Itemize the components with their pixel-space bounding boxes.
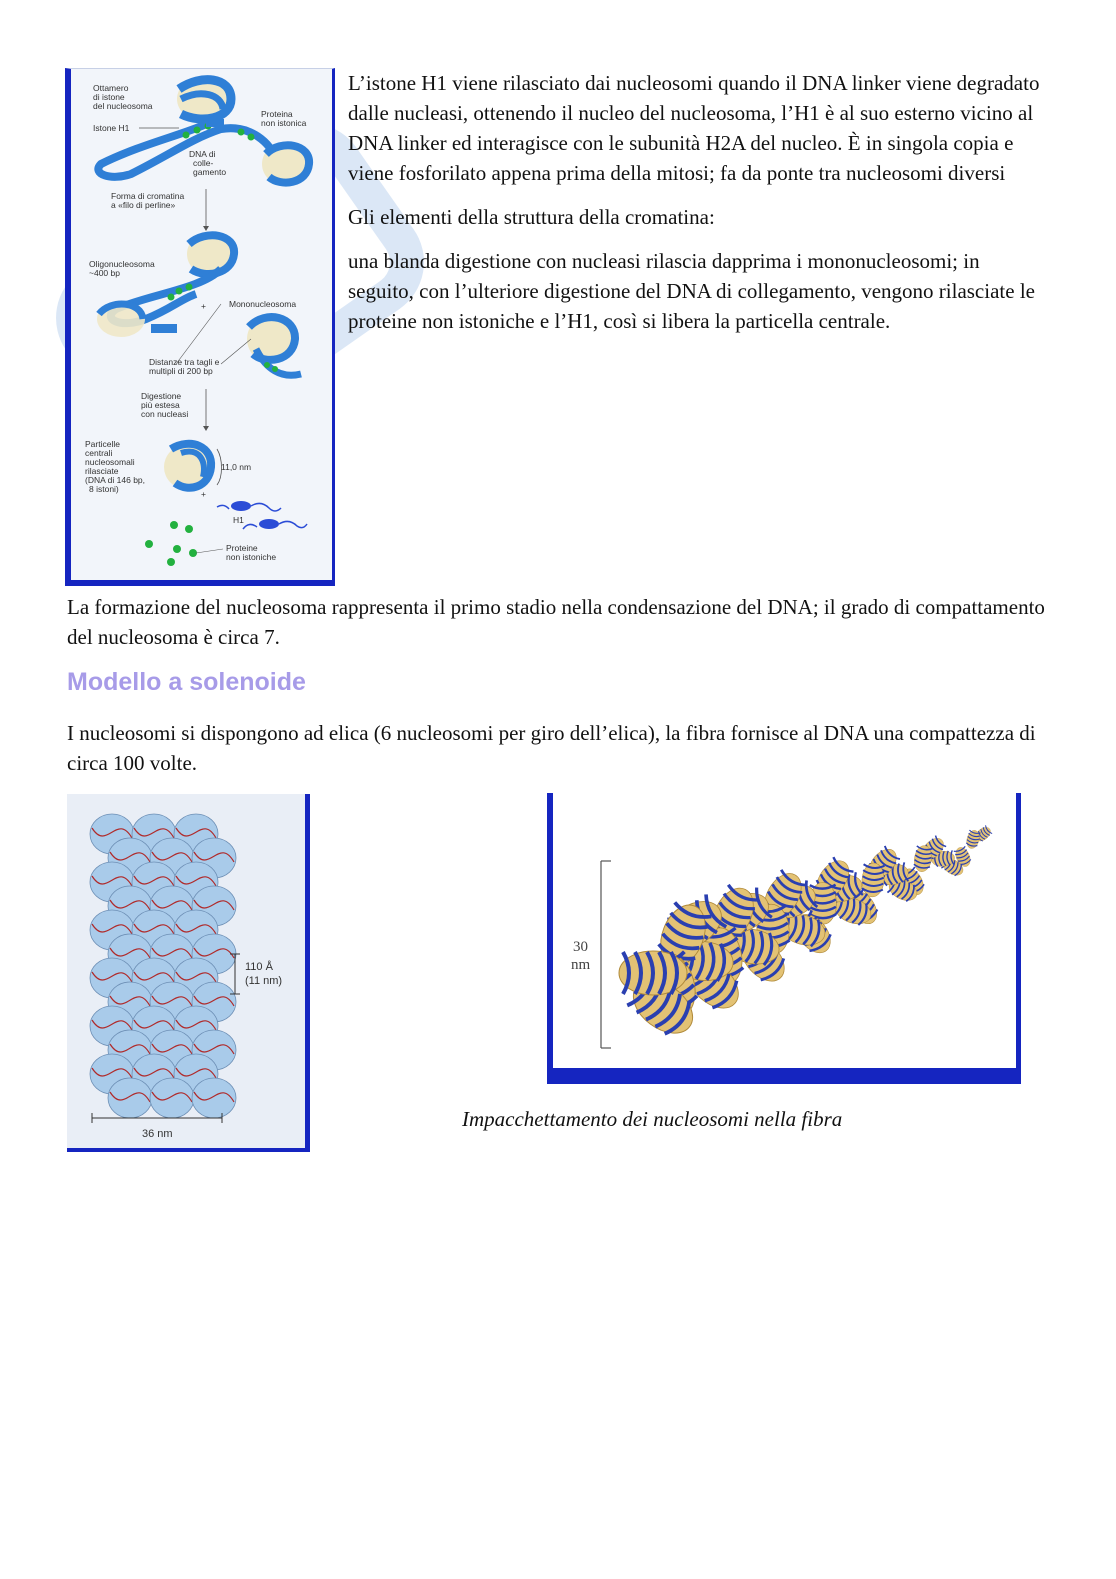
label-rilasciate: rilasciate (85, 466, 119, 476)
chromatin-diagram (71, 69, 332, 580)
label-mononucleosoma: Mononucleosoma (229, 299, 297, 309)
dim-nm: nm (571, 957, 591, 973)
label-plus-2: + (201, 489, 206, 499)
label-dna-146: (DNA di 146 bp, (85, 475, 146, 485)
oligonucleosome (97, 232, 235, 337)
h1-proteins (217, 501, 307, 529)
fiber-nucleosome (913, 844, 934, 873)
label-nucleosomali: nucleosomali (85, 457, 135, 467)
label-centrali: centrali (85, 448, 113, 458)
chromatin-digestion-figure (65, 68, 335, 586)
label-multipli-200: multipli di 200 bp (149, 366, 213, 376)
dim-30: 30 (573, 939, 588, 955)
label-non-istonica: non istonica (261, 118, 307, 128)
paragraph-solenoide: I nucleosomi si dispongono ad elica (6 nucleosomi per giro dell’elica), la fibra fornisce al DNA una compattezza di circa 100 volte. (67, 721, 1036, 775)
label-proteina: Proteina (261, 109, 293, 119)
label-400-bp: ~400 bp (89, 268, 120, 278)
dim-11nm: (11 nm) (245, 975, 283, 987)
label-particelle: Particelle (85, 439, 120, 449)
figure-caption: Impacchettamento dei nucleosomi nella fibra (462, 1107, 843, 1131)
label-proteine: Proteine (226, 543, 258, 553)
mononucleosome (247, 315, 301, 375)
label-piu-estesa: più estesa (141, 400, 180, 410)
label-filo-perline: a «filo di perline» (111, 200, 176, 210)
fiber-30nm-figure (547, 793, 1021, 1084)
dim-110a: 110 Å (245, 961, 273, 973)
label-gamento: gamento (193, 167, 227, 177)
core-particle (164, 444, 211, 489)
label-ottamero: Ottamero (93, 83, 129, 93)
top-nucleosome-left (177, 77, 231, 121)
fiber-nucleosome (861, 862, 885, 897)
label-digestione: Digestione (141, 391, 182, 401)
label-plus-1: + (201, 301, 206, 311)
paragraph-elementi-cromatina: Gli elementi della struttura della cromatina: (348, 205, 715, 229)
label-con-nucleasi: con nucleasi (141, 409, 189, 419)
label-oligonucleosoma: Oligonucleosoma (89, 259, 155, 269)
section-heading-solenoide: Modello a solenoide (67, 668, 306, 696)
top-nucleosome-right (262, 142, 310, 186)
label-11nm: 11,0 nm (221, 462, 252, 472)
paragraph-digestione: una blanda digestione con nucleasi rilascia dapprima i mononucleosomi; in seguito, con l’ulteriore digestione del DNA di collegamento, vengono rilasciate le proteine non istoniche e l’H1, così si libera la particella centrale. (348, 249, 1035, 333)
paragraph-formazione-nucleosoma: La formazione del nucleosoma rappresenta il primo stadio nella condensazione del DNA; il grado di compattamento del nucleosoma è circa 7. (67, 595, 1045, 649)
solenoid-lattice (67, 794, 305, 1148)
paragraph-istone-h1: L’istone H1 viene rilasciato dai nucleosomi quando il DNA linker viene degradato dalle nucleasi, ottenendo il nucleo del nucleosoma, l’H1 è al suo esterno vicino al DNA linker ed interagisce con le subunità H2A del nucleo. È in singola copia e viene fosforilato appena prima della mitosi; fa da ponte tra nucleosomi diversi (348, 71, 1040, 185)
label-non-istoniche: non istoniche (226, 552, 277, 562)
label-h1: H1 (233, 515, 244, 525)
label-8-istoni: 8 istoni) (89, 484, 119, 494)
label-di-istone: di istone (93, 92, 125, 102)
dim-36nm: 36 nm (142, 1128, 173, 1140)
label-colle: colle- (193, 158, 214, 168)
non-histone-proteins (145, 521, 197, 566)
solenoid-figure (67, 794, 310, 1152)
label-forma-cromatina: Forma di cromatina (111, 191, 185, 201)
label-istone-h1: Istone H1 (93, 123, 130, 133)
fiber-drawing (553, 793, 1016, 1068)
fiber-nucleosome (619, 951, 687, 995)
label-dna-di: DNA di (189, 149, 216, 159)
label-del-nucleosoma: del nucleosoma (93, 101, 153, 111)
label-distanze-tagli: Distanze tra tagli e (149, 357, 220, 367)
